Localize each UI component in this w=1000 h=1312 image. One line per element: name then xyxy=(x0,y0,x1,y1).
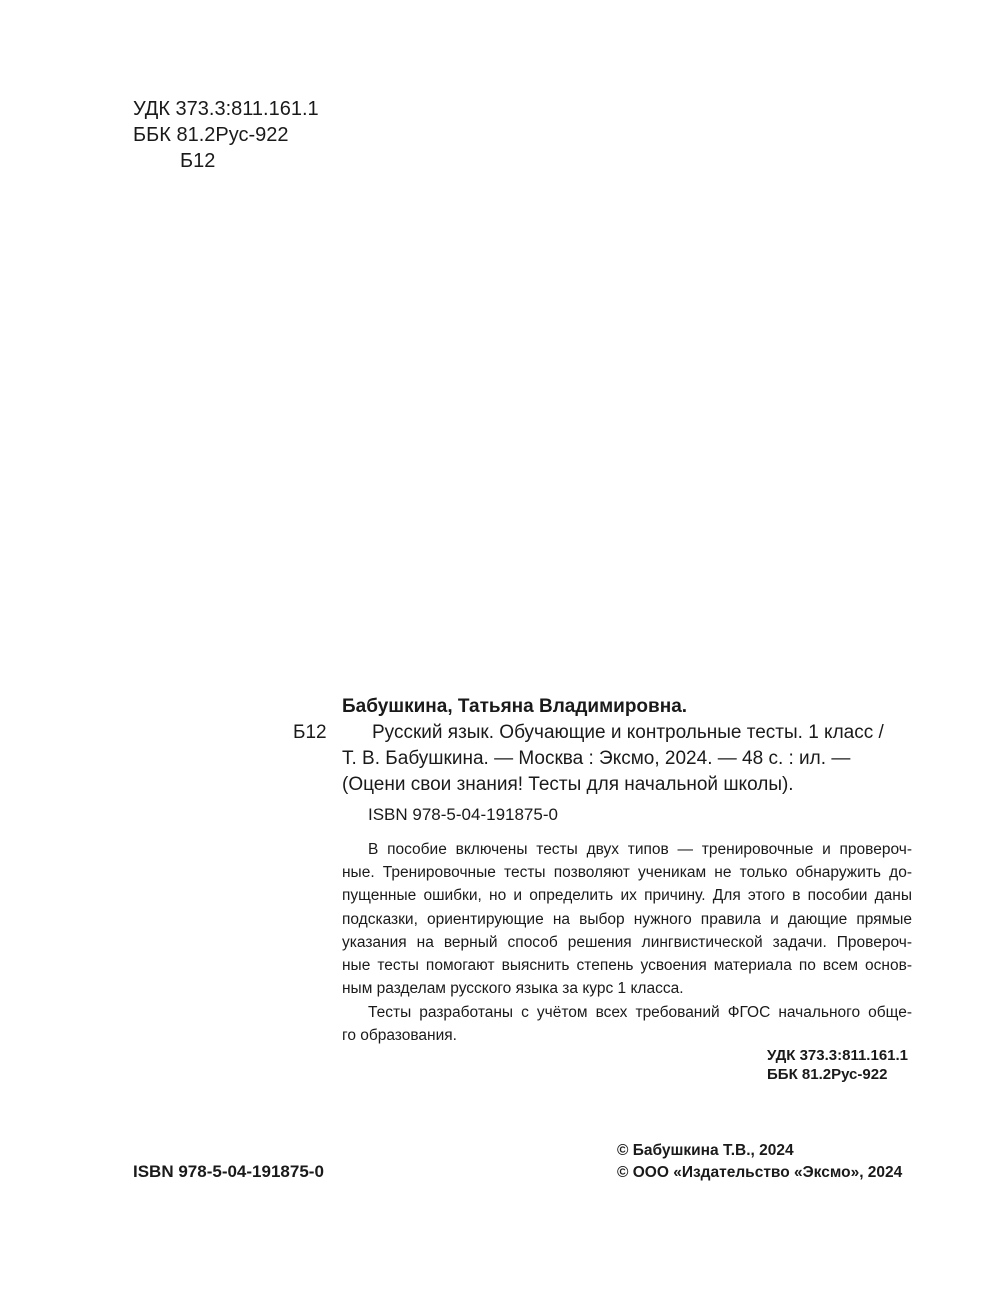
author-mark: Б12 xyxy=(293,722,327,743)
annotation-line: подсказки, ориентирующие на выбор нужного правила и дающие прямые xyxy=(342,911,912,928)
annotation-line: ным разделам русского языка за курс 1 класса. xyxy=(342,980,684,997)
annotation-line: пущенные ошибки, но и определить их причину. Для этого в пособии даны xyxy=(342,887,912,904)
bibliographic-line: (Оцени свои знания! Тесты для начальной школы). xyxy=(342,774,794,795)
bibliographic-line: Русский язык. Обучающие и контрольные тесты. 1 класс / xyxy=(372,722,884,743)
annotation-line: ные тесты помогают выяснить степень усвоения материала по всем основ- xyxy=(342,957,912,974)
copyright-publisher: © ООО «Издательство «Эксмо», 2024 xyxy=(617,1164,903,1181)
isbn-record: ISBN 978-5-04-191875-0 xyxy=(368,805,558,824)
udk-code-bottom: УДК 373.3:811.161.1 xyxy=(767,1047,909,1064)
author-heading: Бабушкина, Татьяна Владимировна. xyxy=(342,696,688,717)
annotation-line: го образования. xyxy=(342,1027,457,1044)
bbk-code-bottom: ББК 81.2Рус-922 xyxy=(767,1066,888,1083)
author-mark-top: Б12 xyxy=(180,150,216,172)
annotation-line: Тесты разработаны с учётом всех требований ФГОС начального обще- xyxy=(368,1004,912,1021)
bbk-code-top: ББК 81.2Рус-922 xyxy=(133,124,289,146)
copyright-author: © Бабушкина Т.В., 2024 xyxy=(617,1142,794,1159)
annotation-line: ные. Тренировочные тесты позволяют ученикам не только обнаружить до- xyxy=(342,864,912,881)
isbn-footer: ISBN 978-5-04-191875-0 xyxy=(133,1162,324,1181)
udk-code-top: УДК 373.3:811.161.1 xyxy=(133,98,319,120)
bibliographic-line: Т. В. Бабушкина. — Москва : Эксмо, 2024. — 48 с. : ил. — xyxy=(342,748,851,769)
annotation-line: указания на верный способ решения лингвистической задачи. Провероч- xyxy=(342,934,912,951)
annotation-line: В пособие включены тесты двух типов — тренировочные и провероч- xyxy=(368,841,912,858)
